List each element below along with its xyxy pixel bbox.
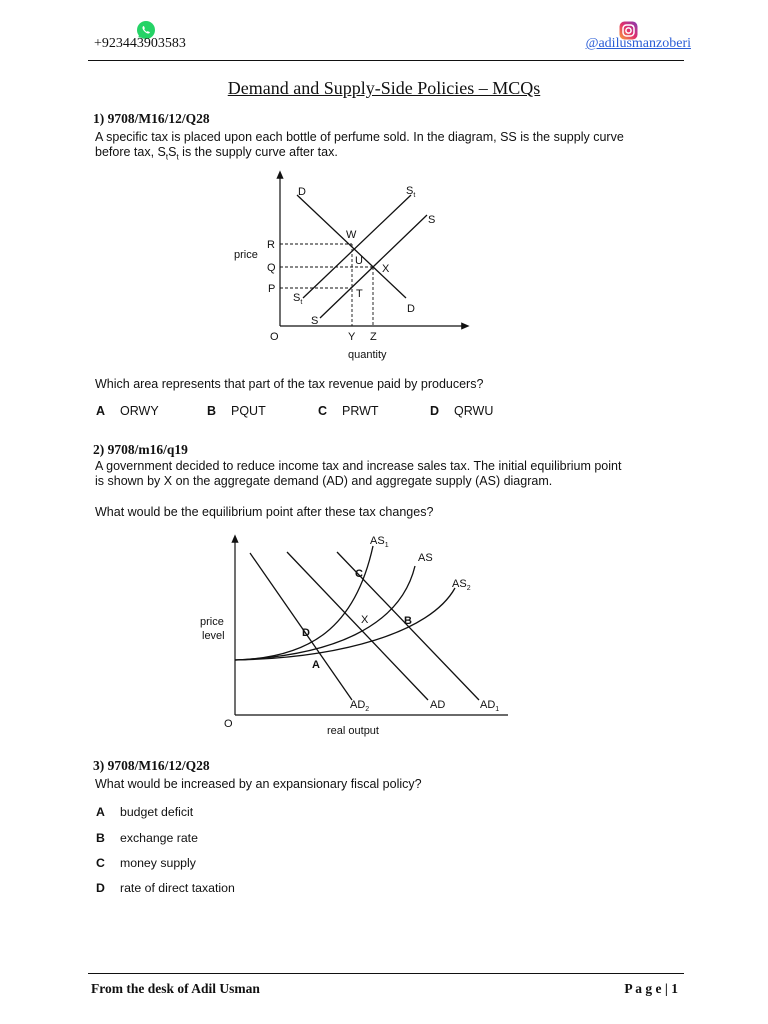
q2-label-as2: $AS_2$ [452, 578, 471, 592]
page-title: Demand and Supply-Side Policies – MCQs [227, 78, 541, 98]
q1-point-X: X [382, 263, 390, 275]
q1-qty-Y: Y [348, 331, 356, 343]
q1-label-D-bottom: D [407, 303, 415, 315]
q2-as2-curve [235, 588, 455, 660]
q2-y-label-line1: price [200, 616, 224, 628]
footer-page-number: P a g e | 1 [624, 981, 678, 996]
q3-option-D[interactable]: D rate of direct taxation [96, 881, 235, 895]
q3-heading: 3) 9708/M16/12/Q28 [93, 758, 210, 773]
q2-label-ad: AD [430, 699, 446, 711]
header-instagram-link[interactable]: @adilusmanzoberi [585, 36, 691, 51]
q2-heading: 2) 9708/m16/q19 [93, 442, 188, 457]
q1-price-R: R [267, 239, 275, 251]
q2-point-B: B [404, 615, 412, 627]
q2-point-A: A [312, 659, 320, 671]
q2-origin: O [224, 718, 233, 730]
header-divider [88, 60, 684, 61]
q2-y-label-line2: level [202, 630, 225, 642]
q1-option-C[interactable]: C PRWT [318, 404, 379, 418]
q1-question: Which area represents that part of the tax revenue paid by producers? [95, 377, 484, 391]
q2-question: What would be the equilibrium point after these tax changes? [95, 505, 434, 519]
q2-text-line1: A government decided to reduce income tax and increase sales tax. The initial equilibrium point [95, 459, 622, 473]
q2-label-ad1: $AD_1$ [480, 699, 500, 713]
q1-text-line2: before tax, $S_tS_t$ is the supply curve after tax. [95, 145, 338, 162]
q1-text-line1: A specific tax is placed upon each bottle of perfume sold. In the diagram, SS is the supply curve [95, 130, 624, 144]
q2-ad-as-diagram [190, 528, 520, 742]
q2-label-as: AS [418, 552, 433, 564]
q1-option-B[interactable]: B PQUT [207, 404, 266, 418]
q1-point-T: T [356, 288, 363, 300]
q1-point-U: U [355, 255, 363, 267]
q1-point-W: W [346, 229, 357, 241]
q3-question: What would be increased by an expansionary fiscal policy? [95, 777, 422, 791]
q2-ad2-curve [250, 553, 352, 700]
q1-price-Q: Q [267, 262, 276, 274]
q1-x-label: quantity [348, 349, 387, 361]
q2-text-line2: is shown by X on the aggregate demand (AD) and aggregate supply (AS) diagram. [95, 474, 553, 488]
q3-option-A[interactable]: A budget deficit [96, 805, 194, 819]
q1-price-P: P [268, 283, 276, 295]
q3-option-B[interactable]: B exchange rate [96, 831, 198, 845]
footer-divider [88, 973, 684, 974]
q1-option-D[interactable]: D QRWU [430, 404, 494, 418]
q1-demand-curve [297, 195, 406, 298]
q1-origin: O [270, 331, 279, 343]
q1-label-D-top: D [298, 186, 306, 198]
header-phone: +923443903583 [94, 36, 186, 51]
q1-option-A[interactable]: A ORWY [96, 404, 159, 418]
q2-label-as1: $AS_1$ [370, 535, 389, 549]
q1-label-S-bottom: S [311, 315, 319, 327]
q2-x-label: real output [327, 725, 379, 737]
q1-y-label: price [234, 249, 258, 261]
q2-as-curve [235, 566, 415, 660]
q3-option-C[interactable]: C money supply [96, 856, 196, 870]
footer-author: From the desk of Adil Usman [91, 981, 260, 996]
q2-point-X: X [361, 614, 369, 626]
q2-as1-curve [235, 546, 373, 660]
q1-label-St-top: $S_t$ [406, 185, 416, 199]
q1-label-St-bottom: $S_t$ [293, 292, 303, 306]
q1-heading: 1) 9708/M16/12/Q28 [93, 111, 210, 126]
q2-point-D: D [302, 627, 310, 639]
q1-tax-diagram [220, 168, 480, 368]
q2-label-ad2: $AD_2$ [350, 699, 370, 713]
q2-point-C: C [355, 568, 363, 580]
q1-qty-Z: Z [370, 331, 377, 343]
q1-label-S-top: S [428, 214, 436, 226]
